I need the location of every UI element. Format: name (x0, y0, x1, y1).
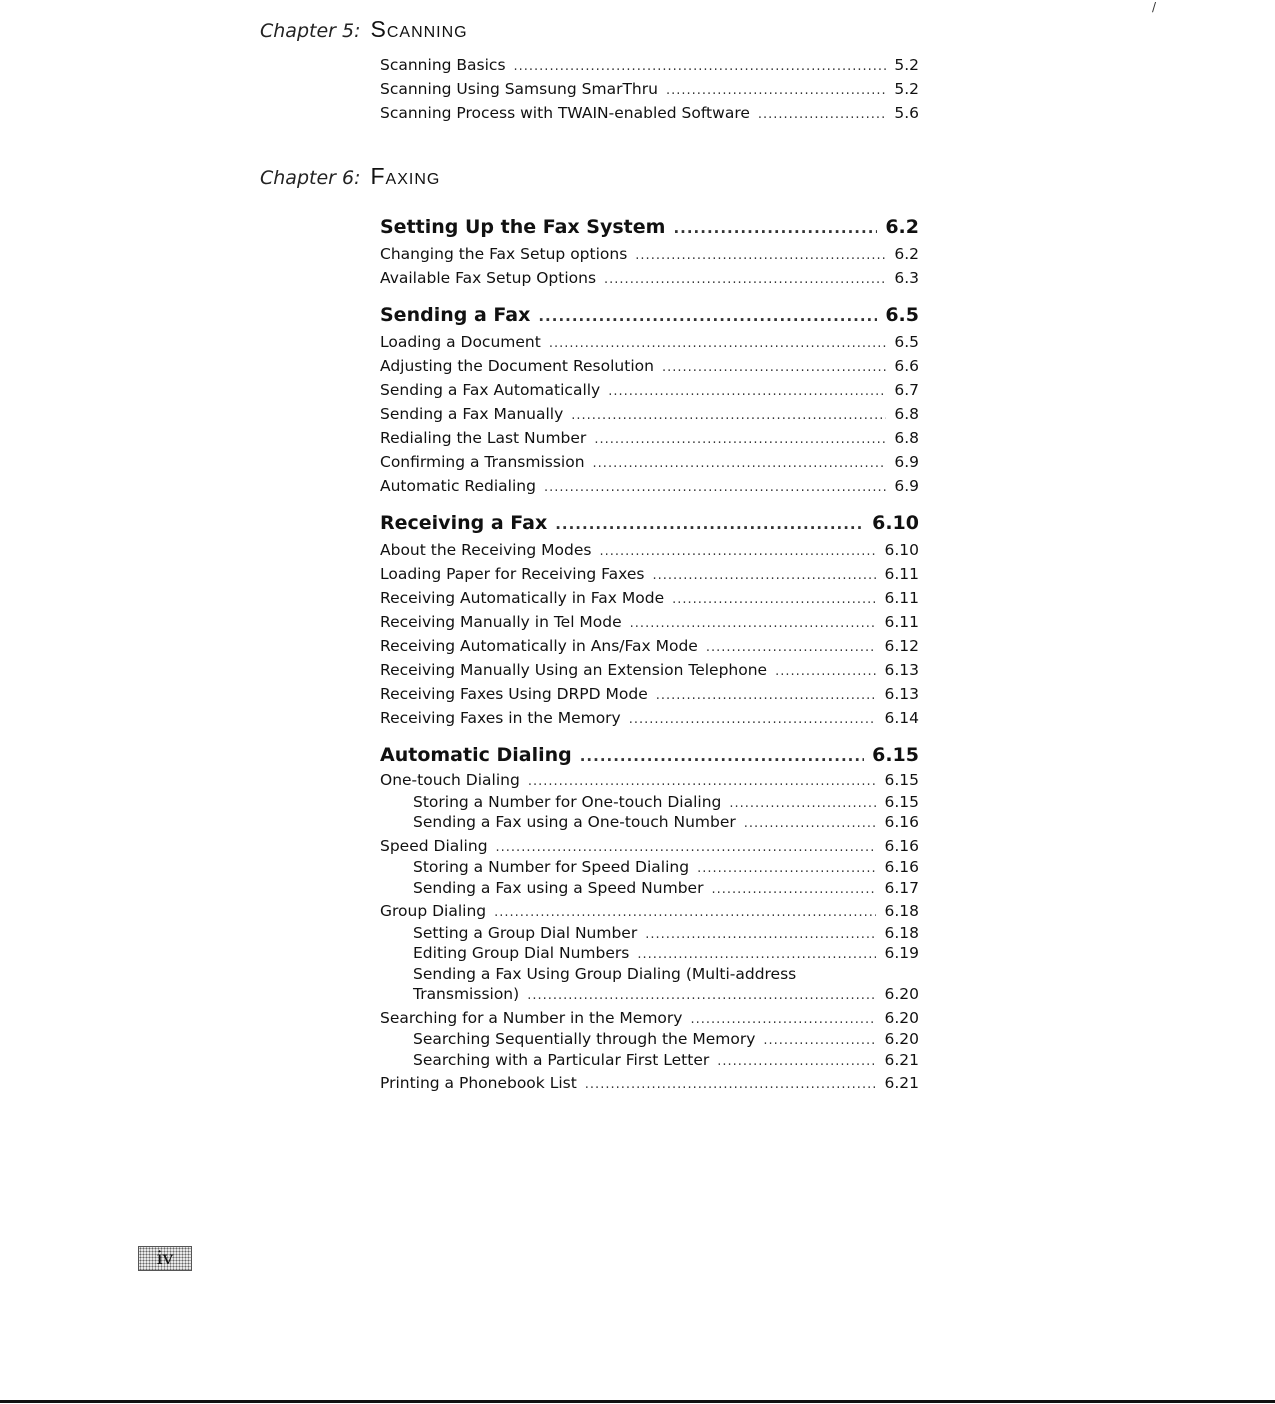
entry-page: 6.19 (884, 944, 919, 962)
toc-entry[interactable] (380, 836, 919, 858)
entry-page: 6.21 (884, 1050, 919, 1069)
heading-text: Receiving a Fax (380, 512, 548, 534)
leader-dots (580, 741, 864, 771)
leader-dots (608, 380, 886, 404)
toc-subentry[interactable] (380, 984, 919, 1005)
entry-text: Receiving Automatically in Fax Mode (380, 589, 665, 607)
toc-subentry[interactable] (380, 1029, 919, 1050)
leader-dots (645, 925, 876, 946)
entry-page: 6.11 (884, 589, 919, 607)
leader-dots (496, 837, 877, 859)
entry-text: One-touch Dialing (380, 771, 520, 789)
chapter-5-title: Scanning (370, 16, 468, 42)
leader-dots (604, 268, 886, 292)
entry-page: 6.12 (884, 637, 919, 655)
toc-entry[interactable] (380, 77, 919, 101)
entry-page: 6.11 (884, 565, 919, 583)
entry-text: Editing Group Dial Numbers (413, 944, 630, 962)
chapter-5-toc (380, 53, 919, 125)
entry-text: Receiving Faxes in the Memory (380, 709, 621, 727)
entry-page: 6.15 (884, 771, 919, 789)
leader-dots (666, 79, 886, 103)
leader-dots (630, 612, 877, 636)
toc-entry[interactable] (380, 242, 919, 266)
leader-dots (652, 564, 876, 588)
entry-text: Storing a Number for One-touch Dialing (413, 792, 722, 811)
chapter-6-label: Chapter 6: (260, 167, 361, 189)
leader-dots (717, 1052, 876, 1073)
toc-entry[interactable] (380, 1008, 919, 1030)
toc-entry[interactable] (380, 402, 919, 426)
entry-page: 6.15 (884, 792, 919, 811)
leader-dots (763, 1031, 876, 1052)
entry-page: 6.11 (884, 613, 919, 631)
toc-subentry-line1[interactable] (380, 964, 919, 985)
entry-page: 6.14 (884, 709, 919, 727)
leader-dots (593, 452, 887, 476)
entry-text: Sending a Fax using a Speed Number (413, 878, 704, 897)
toc-entry[interactable] (380, 330, 919, 354)
entry-text: Redialing the Last Number (380, 429, 587, 447)
toc-section-heading[interactable] (380, 212, 919, 242)
toc-entry[interactable] (380, 770, 919, 792)
toc-entry[interactable] (380, 562, 919, 586)
entry-text: Loading a Document (380, 333, 541, 351)
entry-page: 6.17 (884, 878, 919, 897)
toc-entry[interactable] (380, 354, 919, 378)
leader-dots (571, 404, 886, 428)
entry-text: Automatic Redialing (380, 477, 536, 495)
leader-dots (662, 356, 886, 380)
entry-text: Sending a Fax Using Group Dialing (Multi-address (413, 964, 797, 983)
leader-dots (706, 636, 877, 660)
toc-section-heading[interactable] (380, 740, 919, 770)
entry-page: 6.8 (894, 429, 919, 447)
entry-page: 6.13 (884, 685, 919, 703)
leader-dots (711, 880, 876, 901)
toc-entry[interactable] (380, 538, 919, 562)
entry-text: Scanning Basics (380, 56, 506, 74)
entry-text: Sending a Fax using a One-touch Number (413, 813, 736, 831)
entry-text: Receiving Manually Using an Extension Telephone (380, 661, 768, 679)
toc-entry[interactable] (380, 53, 919, 77)
bottom-rule (0, 1400, 1275, 1403)
entry-text: Scanning Process with TWAIN-enabled Software (380, 104, 750, 122)
toc-subentry[interactable] (380, 1050, 919, 1071)
toc-subentry[interactable] (380, 923, 919, 944)
entry-page: 6.7 (894, 381, 919, 399)
chapter-5-header (260, 16, 468, 43)
entry-text: Searching with a Particular First Letter (413, 1050, 710, 1069)
toc-entry[interactable] (380, 706, 919, 730)
entry-text: Scanning Using Samsung SmarThru (380, 80, 658, 98)
toc-entry[interactable] (380, 586, 919, 610)
entry-text: Confirming a Transmission (380, 453, 585, 471)
chapter-6-toc (380, 212, 919, 1095)
leader-dots (690, 1009, 876, 1031)
entry-page: 6.8 (894, 405, 919, 423)
entry-text: Searching for a Number in the Memory (380, 1008, 683, 1027)
leader-dots (697, 859, 876, 880)
toc-subentry[interactable] (380, 943, 919, 964)
leader-dots (635, 244, 886, 268)
entry-page: 5.2 (894, 80, 919, 98)
entry-text: Receiving Automatically in Ans/Fax Mode (380, 637, 698, 655)
leader-dots (775, 660, 876, 684)
heading-text: Automatic Dialing (380, 744, 572, 766)
entry-text: Sending a Fax Manually (380, 405, 564, 423)
leader-dots (555, 509, 864, 539)
entry-text: Group Dialing (380, 902, 487, 920)
entry-page: 6.16 (884, 813, 919, 831)
leader-dots (494, 902, 876, 924)
entry-text: Searching Sequentially through the Memory (413, 1030, 756, 1048)
leader-dots (549, 332, 887, 356)
entry-text: Adjusting the Document Resolution (380, 357, 654, 375)
leader-dots (673, 213, 877, 243)
entry-text: Sending a Fax Automatically (380, 381, 601, 399)
entry-page: 6.18 (884, 923, 919, 942)
leader-dots (758, 103, 886, 127)
entry-page: 6.20 (884, 1008, 919, 1027)
leader-dots (637, 945, 876, 966)
leader-dots (594, 428, 886, 452)
leader-dots (528, 771, 877, 793)
toc-entry[interactable] (380, 426, 919, 450)
entry-page: 6.6 (894, 357, 919, 375)
toc-entry[interactable] (380, 901, 919, 923)
leader-dots (544, 476, 886, 500)
entry-text: Loading Paper for Receiving Faxes (380, 565, 645, 583)
leader-dots (599, 540, 876, 564)
heading-page: 6.15 (872, 744, 919, 766)
toc-entry[interactable] (380, 658, 919, 682)
chapter-6-header (260, 163, 440, 190)
toc-section-heading[interactable] (380, 508, 919, 538)
toc-entry[interactable] (380, 266, 919, 290)
toc-subentry[interactable] (380, 812, 919, 833)
toc-subentry[interactable] (380, 792, 919, 813)
entry-text: Storing a Number for Speed Dialing (413, 858, 690, 876)
toc-entry[interactable] (380, 378, 919, 402)
leader-dots (527, 986, 876, 1007)
entry-page: 6.2 (894, 245, 919, 263)
entry-page: 6.5 (894, 333, 919, 351)
entry-page: 6.20 (884, 985, 919, 1003)
chapter-6-title: Faxing (370, 163, 441, 189)
entry-page: 6.13 (884, 661, 919, 679)
heading-text: Setting Up the Fax System (380, 216, 666, 238)
toc-entry[interactable] (380, 450, 919, 474)
entry-page: 6.20 (884, 1030, 919, 1048)
entry-page: 6.16 (884, 836, 919, 855)
leader-dots (629, 708, 877, 732)
entry-page: 6.9 (894, 453, 919, 471)
entry-text: Printing a Phonebook List (380, 1074, 577, 1092)
entry-text: Changing the Fax Setup options (380, 245, 628, 263)
toc-entry[interactable] (380, 474, 919, 498)
toc-subentry[interactable] (380, 857, 919, 878)
heading-text: Sending a Fax (380, 304, 531, 326)
entry-page: 6.16 (884, 858, 919, 876)
entry-text: Transmission) (413, 985, 520, 1003)
entry-text: About the Receiving Modes (380, 541, 592, 559)
toc-entry[interactable] (380, 610, 919, 634)
entry-page: 5.2 (894, 56, 919, 74)
entry-text: Available Fax Setup Options (380, 269, 597, 287)
toc-entry[interactable] (380, 101, 919, 125)
page-number-badge: iv (138, 1246, 192, 1271)
toc-entry[interactable] (380, 682, 919, 706)
leader-dots (538, 301, 877, 331)
chapter-5-label: Chapter 5: (260, 20, 361, 42)
entry-text: Setting a Group Dial Number (413, 923, 638, 942)
leader-dots (656, 684, 877, 708)
entry-page: 6.18 (884, 902, 919, 920)
toc-subentry[interactable] (380, 878, 919, 899)
entry-page: 5.6 (894, 104, 919, 122)
entry-text: Receiving Faxes Using DRPD Mode (380, 685, 648, 703)
heading-page: 6.2 (885, 216, 919, 238)
entry-page: 6.3 (894, 269, 919, 287)
heading-page: 6.10 (872, 512, 919, 534)
toc-entry[interactable] (380, 1073, 919, 1095)
leader-dots (585, 1074, 877, 1096)
heading-page: 6.5 (885, 304, 919, 326)
entry-text: Speed Dialing (380, 836, 488, 855)
entry-page: 6.10 (884, 541, 919, 559)
entry-page: 6.9 (894, 477, 919, 495)
toc-entry[interactable] (380, 634, 919, 658)
entry-page: 6.21 (884, 1074, 919, 1092)
leader-dots (672, 588, 876, 612)
corner-mark: / (1152, 0, 1157, 14)
leader-dots (514, 55, 887, 79)
leader-dots (744, 814, 877, 835)
toc-section-heading[interactable] (380, 300, 919, 330)
leader-dots (729, 794, 876, 815)
entry-text: Receiving Manually in Tel Mode (380, 613, 622, 631)
